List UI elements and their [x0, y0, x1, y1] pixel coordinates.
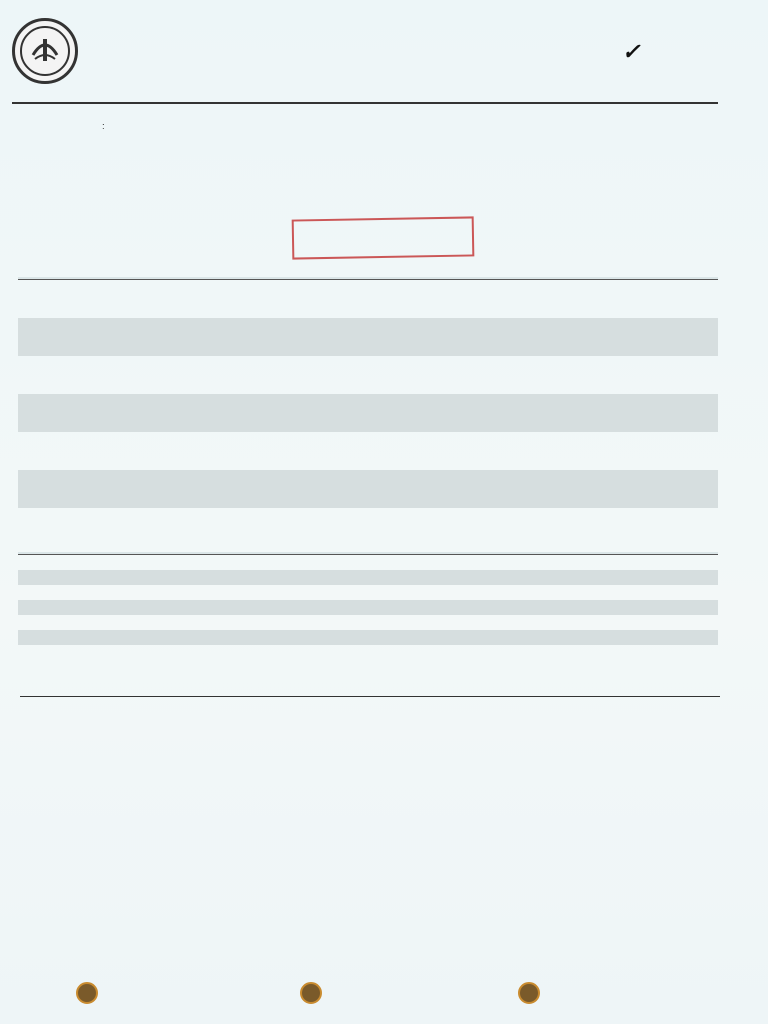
cell-pemilik	[234, 318, 312, 356]
table-row	[18, 394, 718, 432]
hasil-table	[18, 277, 718, 508]
cell-kecamatan	[40, 356, 138, 394]
table-row	[18, 570, 718, 585]
cell-pemilik	[234, 394, 312, 432]
cell-no	[18, 555, 40, 570]
cell-no	[18, 585, 40, 600]
cell-neg	[572, 280, 608, 318]
cell-sero-pos	[608, 356, 644, 394]
cell-jenis-uji	[378, 318, 500, 356]
cell-pos	[536, 356, 572, 394]
meta-perihal	[22, 149, 102, 160]
catatan-divider	[20, 696, 720, 697]
footer-logo-1	[76, 982, 103, 1004]
cell-lab	[312, 318, 378, 356]
cell-diagnosa	[400, 600, 718, 615]
cell-sero-neg	[644, 356, 680, 394]
cell-hewan	[284, 615, 400, 630]
cell-pemilik	[234, 280, 312, 318]
cell-pemilik	[234, 356, 312, 394]
cell-pemilik	[234, 432, 312, 470]
cell-kecamatan	[40, 394, 138, 432]
cell-no	[18, 280, 40, 318]
cell-kecamatan	[40, 432, 138, 470]
cell-lab	[312, 432, 378, 470]
table-row	[18, 356, 718, 394]
cell-desa	[162, 615, 284, 630]
table-row	[18, 470, 718, 508]
kesimpulan-table	[18, 552, 718, 645]
cell-jenis-uji	[378, 432, 500, 470]
check-icon: ✓	[622, 39, 640, 64]
cell-lab	[312, 356, 378, 394]
cell-desa	[138, 356, 234, 394]
header-divider	[12, 102, 718, 104]
cell-neg	[572, 318, 608, 356]
cell-kecamatan	[40, 570, 162, 585]
cell-lainnya	[680, 470, 718, 508]
original-copy-stamp	[292, 216, 475, 259]
table-row	[18, 600, 718, 615]
cell-desa	[138, 318, 234, 356]
cell-no	[18, 615, 40, 630]
cell-jum	[500, 356, 536, 394]
cell-jum	[500, 280, 536, 318]
cell-lainnya	[680, 318, 718, 356]
cell-kecamatan	[40, 585, 162, 600]
cell-sero-pos	[608, 470, 644, 508]
cell-kecamatan	[40, 555, 162, 570]
cell-desa	[138, 394, 234, 432]
cell-pos	[536, 432, 572, 470]
cell-lab	[312, 280, 378, 318]
cell-kecamatan	[40, 615, 162, 630]
cell-no	[18, 570, 40, 585]
cell-jenis-uji	[378, 394, 500, 432]
footer-logo-2	[300, 982, 327, 1004]
cell-lainnya	[680, 356, 718, 394]
cell-desa	[138, 280, 234, 318]
cell-lab	[312, 470, 378, 508]
cell-sero-neg	[644, 318, 680, 356]
cell-no	[18, 432, 40, 470]
cell-pemilik	[234, 470, 312, 508]
cell-sero-pos	[608, 280, 644, 318]
cell-sero-neg	[644, 394, 680, 432]
footer-logo-3	[518, 982, 545, 1004]
cell-desa	[138, 470, 234, 508]
seal-icon	[300, 982, 322, 1004]
cell-jum	[500, 394, 536, 432]
meta-tgl-jawab	[22, 230, 102, 241]
seal-icon	[518, 982, 540, 1004]
cell-hewan	[284, 630, 400, 645]
meta-tgl-kirim	[22, 163, 102, 174]
cell-diagnosa	[400, 630, 718, 645]
cell-desa	[162, 555, 284, 570]
cell-lab	[312, 394, 378, 432]
cell-jum	[500, 318, 536, 356]
cell-neg	[572, 394, 608, 432]
cell-neg	[572, 470, 608, 508]
cell-no	[18, 318, 40, 356]
cell-desa	[162, 570, 284, 585]
table-row	[18, 585, 718, 600]
cell-diagnosa	[400, 585, 718, 600]
cell-diagnosa	[400, 555, 718, 570]
cell-kecamatan	[40, 630, 162, 645]
cell-jenis-uji	[378, 470, 500, 508]
cell-diagnosa	[400, 615, 718, 630]
meta-lampiran	[22, 135, 102, 146]
cell-lainnya	[680, 432, 718, 470]
kan-logo	[622, 38, 722, 64]
cell-sero-pos	[608, 394, 644, 432]
table-row	[18, 630, 718, 645]
cell-neg	[572, 356, 608, 394]
table-row	[18, 280, 718, 318]
cell-desa	[138, 432, 234, 470]
cell-hewan	[284, 600, 400, 615]
cell-jum	[500, 432, 536, 470]
cell-pos	[536, 318, 572, 356]
cell-pos	[536, 280, 572, 318]
meta-tgl-terima	[22, 188, 102, 199]
cell-no	[18, 470, 40, 508]
meta-jenis-kegiatan	[22, 216, 102, 227]
cell-desa	[162, 585, 284, 600]
cell-neg	[572, 432, 608, 470]
cell-lainnya	[680, 280, 718, 318]
table-row	[18, 432, 718, 470]
cell-kecamatan	[40, 600, 162, 615]
cell-desa	[162, 600, 284, 615]
seal-icon	[76, 982, 98, 1004]
cell-pos	[536, 394, 572, 432]
cell-hewan	[284, 585, 400, 600]
cell-no	[18, 394, 40, 432]
cell-sero-neg	[644, 280, 680, 318]
cell-desa	[162, 630, 284, 645]
table-row	[18, 555, 718, 570]
cell-sero-pos	[608, 432, 644, 470]
cell-kecamatan	[40, 280, 138, 318]
cell-hewan	[284, 555, 400, 570]
cell-no	[18, 630, 40, 645]
cell-pos	[536, 470, 572, 508]
cell-sero-neg	[644, 432, 680, 470]
meta-no-surat: :	[102, 121, 105, 132]
cell-kecamatan	[40, 318, 138, 356]
table-row	[18, 615, 718, 630]
cell-no	[18, 600, 40, 615]
cell-hewan	[284, 570, 400, 585]
cell-jenis-uji	[378, 280, 500, 318]
table-row	[18, 318, 718, 356]
cell-jum	[500, 470, 536, 508]
cell-sero-pos	[608, 318, 644, 356]
kementan-logo-icon	[12, 18, 78, 84]
cell-sero-neg	[644, 470, 680, 508]
cell-jenis-uji	[378, 356, 500, 394]
cell-diagnosa	[400, 570, 718, 585]
cell-lainnya	[680, 394, 718, 432]
cell-kecamatan	[40, 470, 138, 508]
cell-no	[18, 356, 40, 394]
meta-no-epi	[22, 202, 102, 213]
